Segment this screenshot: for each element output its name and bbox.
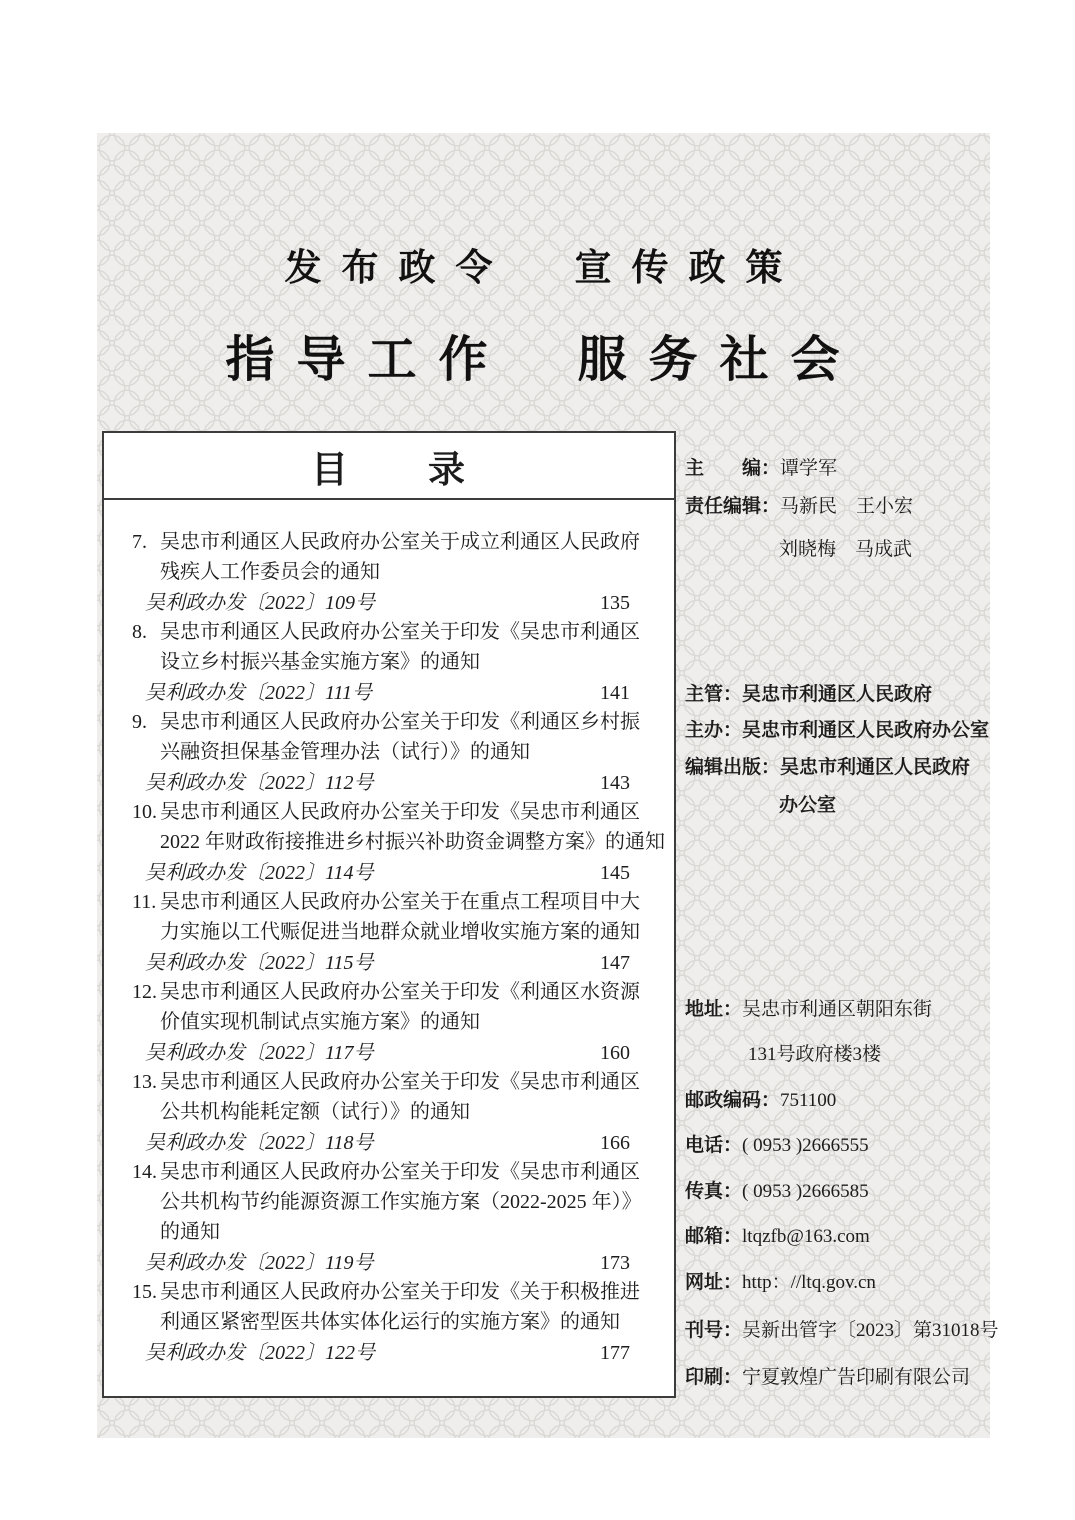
field-value: 吴新出管字〔2023〕第31018号 — [742, 1320, 999, 1341]
toc-entry-number: 8. — [132, 621, 147, 643]
field-value: 吴忠市利通区人民政府 — [780, 757, 971, 778]
toc-entry-document-line — [145, 947, 630, 977]
toc-entry-title-line — [132, 1157, 646, 1187]
toc-entry-continuation-line: 力实施以工代赈促进当地群众就业增收实施方案的通知 — [160, 921, 640, 943]
masthead-address — [685, 998, 932, 1022]
toc-page-number: 177 — [600, 1342, 630, 1364]
dot-leader — [377, 767, 597, 789]
field-value: 宁夏敦煌广告印刷有限公司 — [742, 1367, 971, 1388]
slogan-text: 服务社会 — [577, 332, 862, 387]
slogan-line-1 — [97, 237, 990, 291]
dot-leader — [377, 1127, 597, 1149]
toc-list — [104, 500, 674, 1367]
masthead-publisher — [685, 756, 970, 780]
toc-entry-title-line — [132, 1067, 646, 1097]
toc-panel — [102, 431, 676, 1398]
field-label: 主管： — [685, 684, 743, 705]
toc-entry-document-line — [145, 1337, 630, 1367]
toc-item — [132, 617, 646, 707]
toc-entry-number: 11. — [132, 891, 157, 913]
dot-leader — [375, 677, 597, 699]
toc-doc-number: 吴利政办发〔2022〕111号 — [145, 682, 373, 704]
toc-doc-number: 吴利政办发〔2022〕112号 — [145, 772, 374, 794]
toc-doc-number: 吴利政办发〔2022〕109号 — [145, 592, 375, 614]
slogan-text: 指导工作 — [225, 332, 510, 387]
toc-page-number: 135 — [600, 592, 630, 614]
dot-leader — [377, 1247, 597, 1269]
toc-title-bar — [104, 433, 674, 500]
field-value: http：//ltq.gov.cn — [742, 1272, 876, 1293]
toc-entry-document-line — [145, 1037, 630, 1067]
toc-item — [132, 1277, 646, 1367]
toc-page-number: 143 — [600, 772, 630, 794]
toc-item — [132, 797, 665, 887]
toc-entry-number: 14. — [132, 1161, 157, 1183]
toc-entry-document-line — [145, 677, 630, 707]
field-value: ( 0953 )2666585 — [742, 1181, 869, 1202]
field-value: 吴忠市利通区朝阳东街 — [742, 999, 933, 1020]
toc-entry-continuation-line: 利通区紧密型医共体实体化运行的实施方案》的通知 — [160, 1311, 620, 1333]
toc-entry-title-line — [132, 527, 646, 557]
masthead-address-cont — [748, 1043, 881, 1067]
toc-doc-number: 吴利政办发〔2022〕119号 — [145, 1252, 374, 1274]
masthead-editors-cont — [779, 538, 912, 562]
field-value: 马新民 王小宏 — [780, 496, 914, 517]
toc-entry-title-text: 吴忠市利通区人民政府办公室关于成立利通区人民政府 — [160, 531, 640, 553]
toc-title: 目 录 — [311, 449, 467, 491]
masthead-email — [685, 1225, 870, 1249]
dot-leader — [378, 587, 597, 609]
field-value: ( 0953 )2666555 — [742, 1135, 869, 1156]
toc-entry-continuation-line: 设立乡村振兴基金实施方案》的通知 — [160, 651, 480, 673]
toc-entry-document-line — [145, 1127, 630, 1157]
field-label: 责任编辑： — [685, 496, 781, 517]
field-label: 邮箱： — [685, 1226, 743, 1247]
dot-leader — [377, 1037, 597, 1059]
field-label: 地址： — [685, 999, 743, 1020]
toc-item — [132, 1157, 646, 1277]
field-label: 印刷： — [685, 1367, 743, 1388]
masthead-fax — [685, 1180, 869, 1204]
toc-doc-number: 吴利政办发〔2022〕117号 — [145, 1042, 374, 1064]
masthead-editors — [685, 495, 913, 519]
field-label: 电话： — [685, 1135, 743, 1156]
slogan-text: 发布政令 — [284, 248, 513, 289]
field-value: 办公室 — [779, 795, 837, 816]
masthead-supervisor — [685, 683, 932, 707]
toc-page-number: 160 — [600, 1042, 630, 1064]
dot-leader — [377, 857, 597, 879]
toc-entry-title-line — [132, 977, 646, 1007]
field-label: 刊号： — [685, 1320, 743, 1341]
masthead-phone — [685, 1134, 869, 1158]
toc-entry-continuation-line: 残疾人工作委员会的通知 — [160, 561, 380, 583]
field-value: 131号政府楼3楼 — [748, 1044, 882, 1065]
toc-entry-continuation-line: 公共机构节约能源资源工作实施方案（2022-2025 年）》 — [160, 1191, 642, 1213]
field-label: 网址： — [685, 1272, 743, 1293]
masthead-printer — [685, 1366, 970, 1390]
toc-entry-continuation-line: 的通知 — [160, 1221, 220, 1243]
toc-entry-document-line — [145, 587, 630, 617]
dot-leader — [377, 947, 597, 969]
toc-entry-continuation-line: 价值实现机制试点实施方案》的通知 — [160, 1011, 480, 1033]
field-label: 主办： — [685, 720, 743, 741]
slogan-line-2 — [97, 321, 990, 391]
slogan-text: 宣传政策 — [574, 248, 803, 289]
field-label: 编辑出版： — [685, 757, 781, 778]
toc-entry-title-text: 吴忠市利通区人民政府办公室关于印发《利通区乡村振 — [160, 711, 640, 733]
toc-entry-title-text: 吴忠市利通区人民政府办公室关于印发《关于积极推进 — [160, 1281, 640, 1303]
toc-entry-number: 10. — [132, 801, 157, 823]
toc-entry-document-line — [145, 767, 630, 797]
toc-entry-title-line — [132, 617, 646, 647]
toc-page-number: 173 — [600, 1252, 630, 1274]
toc-item — [132, 707, 646, 797]
toc-doc-number: 吴利政办发〔2022〕114号 — [145, 862, 374, 884]
toc-item — [132, 887, 646, 977]
field-value: 吴忠市利通区人民政府办公室 — [742, 720, 990, 741]
toc-entry-title-text: 吴忠市利通区人民政府办公室关于印发《吴忠市利通区 — [160, 801, 640, 823]
toc-entry-number: 12. — [132, 981, 157, 1003]
toc-entry-continuation-line: 2022 年财政衔接推进乡村振兴补助资金调整方案》的通知 — [160, 831, 665, 853]
toc-entry-number: 15. — [132, 1281, 157, 1303]
toc-page-number: 141 — [600, 682, 630, 704]
toc-doc-number: 吴利政办发〔2022〕122号 — [145, 1342, 375, 1364]
toc-entry-title-text: 吴忠市利通区人民政府办公室关于印发《吴忠市利通区 — [160, 621, 640, 643]
toc-doc-number: 吴利政办发〔2022〕118号 — [145, 1132, 374, 1154]
field-value: ltqzfb@163.com — [742, 1226, 870, 1247]
patterned-panel — [97, 133, 999, 1438]
field-value: 刘晓梅 马成武 — [779, 539, 913, 560]
field-label: 邮政编码： — [685, 1090, 781, 1111]
toc-entry-number: 13. — [132, 1071, 157, 1093]
toc-item — [132, 977, 646, 1067]
toc-page-number: 166 — [600, 1132, 630, 1154]
toc-entry-document-line — [145, 857, 630, 887]
dot-leader — [378, 1337, 597, 1359]
toc-doc-number: 吴利政办发〔2022〕115号 — [145, 952, 374, 974]
field-value: 751100 — [780, 1090, 837, 1111]
toc-entry-title-text: 吴忠市利通区人民政府办公室关于印发《吴忠市利通区 — [160, 1071, 640, 1093]
toc-entry-title-line — [132, 707, 646, 737]
masthead-issue-number — [685, 1319, 999, 1343]
field-value: 吴忠市利通区人民政府 — [742, 684, 933, 705]
toc-page-number: 147 — [600, 952, 630, 974]
toc-item — [132, 527, 646, 617]
toc-entry-title-line — [132, 797, 646, 827]
toc-entry-title-text: 吴忠市利通区人民政府办公室关于印发《利通区水资源 — [160, 981, 640, 1003]
toc-item — [132, 1067, 646, 1157]
toc-entry-document-line — [145, 1247, 630, 1277]
toc-entry-continuation-line: 公共机构能耗定额（试行）》的通知 — [160, 1101, 470, 1123]
toc-entry-number: 9. — [132, 711, 147, 733]
toc-page-number: 145 — [600, 862, 630, 884]
field-label: 主 编： — [685, 458, 781, 479]
toc-entry-title-text: 吴忠市利通区人民政府办公室关于在重点工程项目中大 — [160, 891, 640, 913]
toc-entry-title-text: 吴忠市利通区人民政府办公室关于印发《吴忠市利通区 — [160, 1161, 640, 1183]
field-label: 传真： — [685, 1181, 743, 1202]
toc-entry-number: 7. — [132, 531, 147, 553]
masthead-chief-editor — [685, 457, 837, 481]
toc-entry-continuation-line: 兴融资担保基金管理办法（试行）》的通知 — [160, 741, 530, 763]
masthead-publisher-cont — [779, 794, 836, 818]
masthead-postcode — [685, 1089, 836, 1113]
toc-entry-title-line — [132, 887, 646, 917]
field-value: 谭学军 — [780, 458, 838, 479]
toc-entry-title-line — [132, 1277, 646, 1307]
masthead-website — [685, 1271, 876, 1295]
masthead-organizer — [685, 719, 989, 743]
